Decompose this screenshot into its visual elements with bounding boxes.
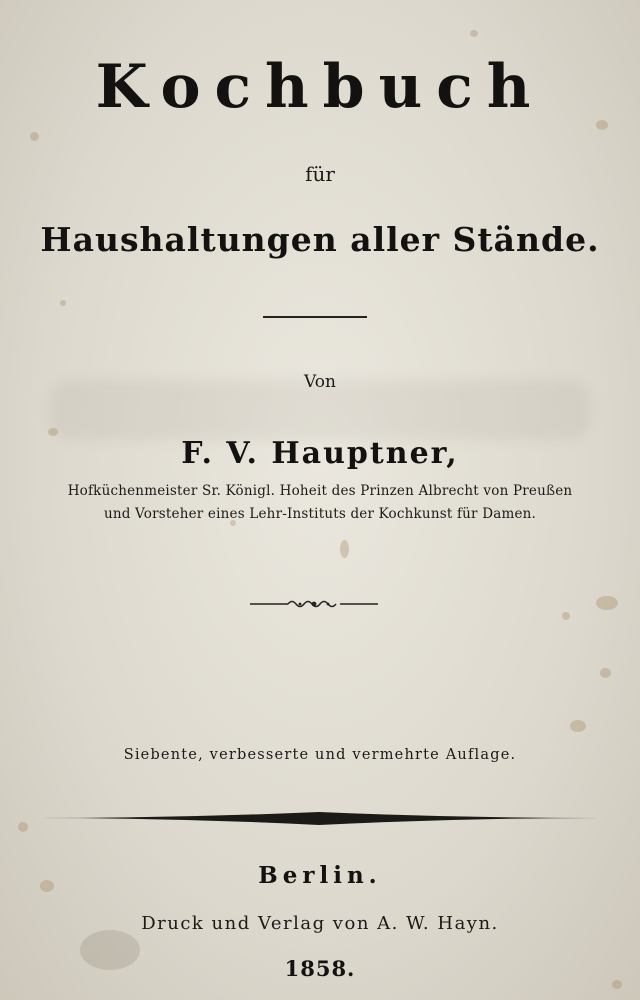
foxing-stain [570, 720, 586, 732]
foxing-stain [562, 612, 570, 620]
publisher-line: Druck und Verlag von A. W. Hayn. [141, 913, 499, 934]
foxing-stain [612, 980, 622, 989]
floral-divider-icon [250, 596, 378, 612]
edition-statement: Siebente, verbesserte und vermehrte Auflage. [123, 747, 517, 763]
book-subtitle: Haushaltungen aller Stände. [40, 220, 600, 259]
title-preposition: für [305, 162, 335, 186]
foxing-stain [340, 540, 349, 558]
foxing-stain [30, 132, 39, 141]
foxing-stain [596, 596, 618, 610]
publication-place: Berlin. [258, 862, 382, 889]
foxing-stain [470, 30, 478, 37]
author-description-line-1: Hofküchenmeister Sr. Königl. Hoheit des Prinzen Albrecht von Preußen [67, 483, 573, 499]
author-name: F. V. Hauptner, [181, 436, 459, 471]
book-title: Kochbuch [95, 52, 545, 122]
publication-year: 1858. [284, 956, 356, 981]
divider-rule [263, 316, 367, 318]
by-label: Von [304, 372, 336, 392]
foxing-stain [60, 300, 66, 306]
swelled-rule [38, 808, 600, 828]
foxing-stain [18, 822, 28, 832]
author-description-line-2: und Vorsteher eines Lehr-Instituts der Kochkunst für Damen. [103, 506, 537, 522]
foxing-stain [600, 668, 611, 678]
